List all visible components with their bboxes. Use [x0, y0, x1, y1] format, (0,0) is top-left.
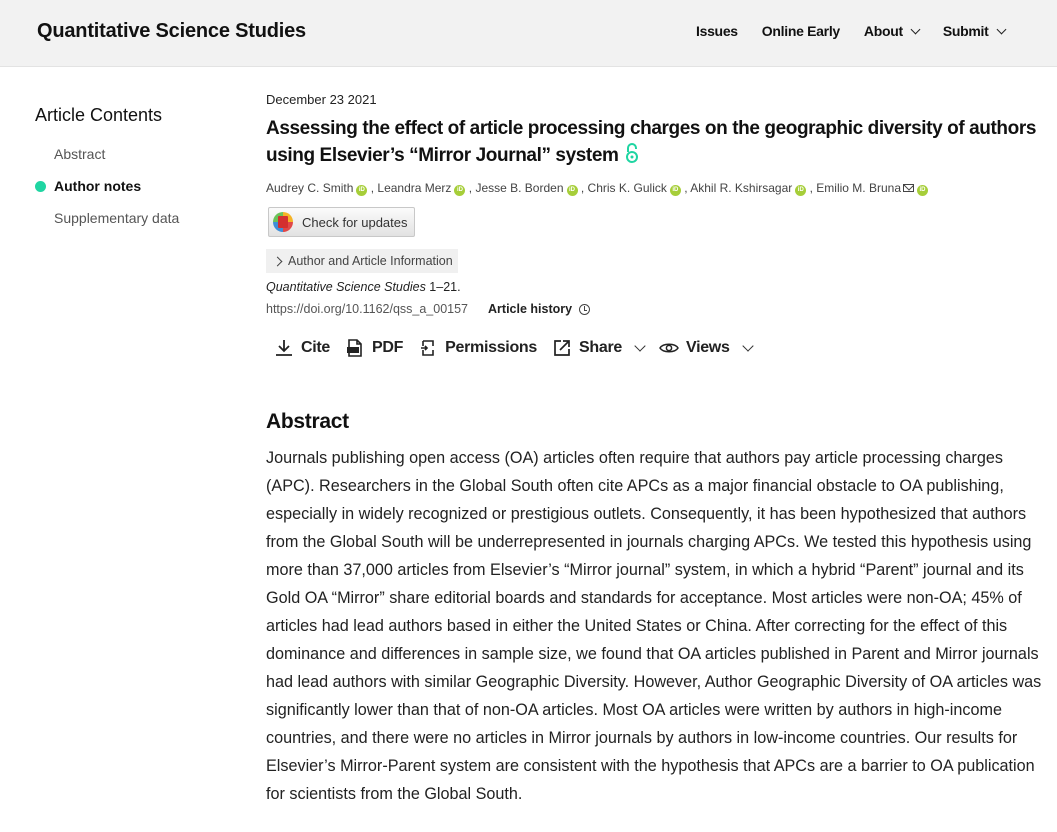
author-name[interactable]: Akhil R. Kshirsagar — [690, 181, 793, 195]
cite-label: Cite — [301, 339, 331, 356]
author-article-info-toggle[interactable] — [266, 249, 458, 273]
chevron-down-icon — [742, 340, 753, 351]
share-label: Share — [579, 339, 622, 356]
crossmark-icon — [273, 212, 293, 232]
nav-online-early-label: Online Early — [761, 23, 840, 39]
toc-item-author-notes[interactable] — [35, 176, 235, 208]
toc-item-label: Author notes — [54, 178, 142, 194]
article-main — [266, 92, 1046, 808]
toc-item-supplementary-data[interactable] — [35, 208, 235, 240]
open-access-lock-icon — [625, 143, 639, 171]
doi-row — [266, 302, 1046, 316]
toc-item-label: Abstract — [54, 146, 106, 162]
author-name[interactable]: Emilio M. Bruna — [816, 181, 901, 195]
clock-icon — [579, 304, 590, 315]
check-for-updates-label: Check for updates — [302, 214, 408, 230]
nav-about-label: About — [863, 23, 903, 39]
chevron-down-icon — [996, 24, 1006, 34]
author-list: Audrey C. Smith iD , Leandra Merz iD , Jesse B. Borden iD , Chris K. Gulick iD , Akhil R. Kshirsagar iD , Emilio M. Bruna iD — [266, 180, 1046, 196]
permissions-icon — [418, 338, 438, 358]
orcid-icon[interactable]: iD — [454, 185, 465, 196]
orcid-icon[interactable]: iD — [795, 185, 806, 196]
check-for-updates-button[interactable] — [268, 207, 415, 237]
orcid-icon[interactable]: iD — [917, 185, 928, 196]
eye-icon — [659, 338, 679, 358]
share-button[interactable] — [552, 338, 644, 358]
nav-about[interactable] — [864, 23, 919, 39]
toc-item-label: Supplementary data — [54, 210, 180, 226]
chevron-down-icon — [910, 24, 920, 34]
orcid-icon[interactable]: iD — [356, 185, 367, 196]
nav-submit[interactable] — [943, 23, 1005, 39]
article-history-button[interactable] — [488, 302, 590, 316]
author-name[interactable]: Leandra Merz — [377, 181, 452, 195]
share-icon — [552, 338, 572, 358]
citation-journal: Quantitative Science Studies — [266, 280, 426, 294]
nav-submit-label: Submit — [942, 23, 989, 39]
author-name[interactable]: Jesse B. Borden — [475, 181, 564, 195]
doi-link[interactable]: https://doi.org/10.1162/qss_a_00157 — [266, 302, 469, 316]
active-dot-icon — [35, 181, 46, 192]
download-icon — [274, 338, 294, 358]
views-button[interactable] — [659, 338, 752, 358]
author-name[interactable]: Chris K. Gulick — [587, 181, 667, 195]
author-name[interactable]: Audrey C. Smith — [266, 181, 354, 195]
cite-button[interactable] — [274, 338, 330, 358]
article-title — [266, 115, 1046, 171]
citation-pages: 1–21. — [425, 280, 461, 294]
nav-issues-label: Issues — [696, 23, 738, 39]
toc-item-abstract[interactable] — [35, 144, 235, 176]
nav-online-early[interactable] — [762, 23, 840, 39]
chevron-right-icon — [273, 256, 283, 266]
chevron-down-icon — [634, 340, 645, 351]
views-label: Views — [685, 339, 730, 356]
article-contents-sidebar — [35, 105, 235, 240]
site-title[interactable]: Quantitative Science Studies — [37, 20, 306, 42]
abstract-text: Journals publishing open access (OA) articles often require that authors pay article processing charges (APC). Researchers in the Global South often cite APCs as a major financial obstacle to OA publishing, especially in widely recognized or prestigious outlets. Consequently, it has been hypothesized that authors from the Global South will be underrepresented in journals charging APCs. We tested this hypothesis using more than 37,000 articles from Elsevier’s “Mirror journal” system, in which a hybrid “Parent” journal and its Gold OA “Mirror” share editorial boards and standards for acceptance. Most articles were non-OA; 45% of articles had lead authors based in either the United States or China. After correcting for the effect of this dominance and differences in sample size, we found that OA articles published in Parent and Mirror journals had lead authors with similar Geographic Diversity. However, Author Geographic Diversity of OA articles was significantly lower than that of non-OA articles. Most OA articles were written by authors in high-income countries, and there were no articles in Mirror journals by authors in low-income countries. Our results for Elsevier’s Mirror-Parent system are consistent with the hypothesis that APCs are a barrier to OA publication for scientists from the Global South. — [266, 449, 1042, 803]
pdf-label: PDF — [372, 339, 404, 356]
top-nav — [696, 23, 1005, 39]
article-history-label: Article history — [488, 302, 573, 316]
site-header — [0, 0, 1057, 67]
sidebar-title: Article Contents — [35, 105, 163, 125]
author-article-info-label: Author and Article Information — [288, 254, 453, 268]
article-title-text: Assessing the effect of article processing charges on the geographic diversity of authors using Elsevier’s “Mirror Journal” system — [266, 118, 1036, 166]
orcid-icon[interactable]: iD — [567, 185, 578, 196]
envelope-icon[interactable] — [903, 184, 914, 192]
nav-issues[interactable] — [696, 23, 738, 39]
article-toolbar — [274, 338, 1046, 358]
pdf-button[interactable] — [345, 338, 403, 358]
abstract-heading: Abstract — [266, 410, 349, 433]
pdf-icon — [345, 338, 365, 358]
orcid-icon[interactable]: iD — [670, 185, 681, 196]
citation — [266, 280, 1046, 294]
permissions-label: Permissions — [445, 339, 537, 356]
permissions-button[interactable] — [418, 338, 537, 358]
publication-date: December 23 2021 — [266, 92, 377, 107]
